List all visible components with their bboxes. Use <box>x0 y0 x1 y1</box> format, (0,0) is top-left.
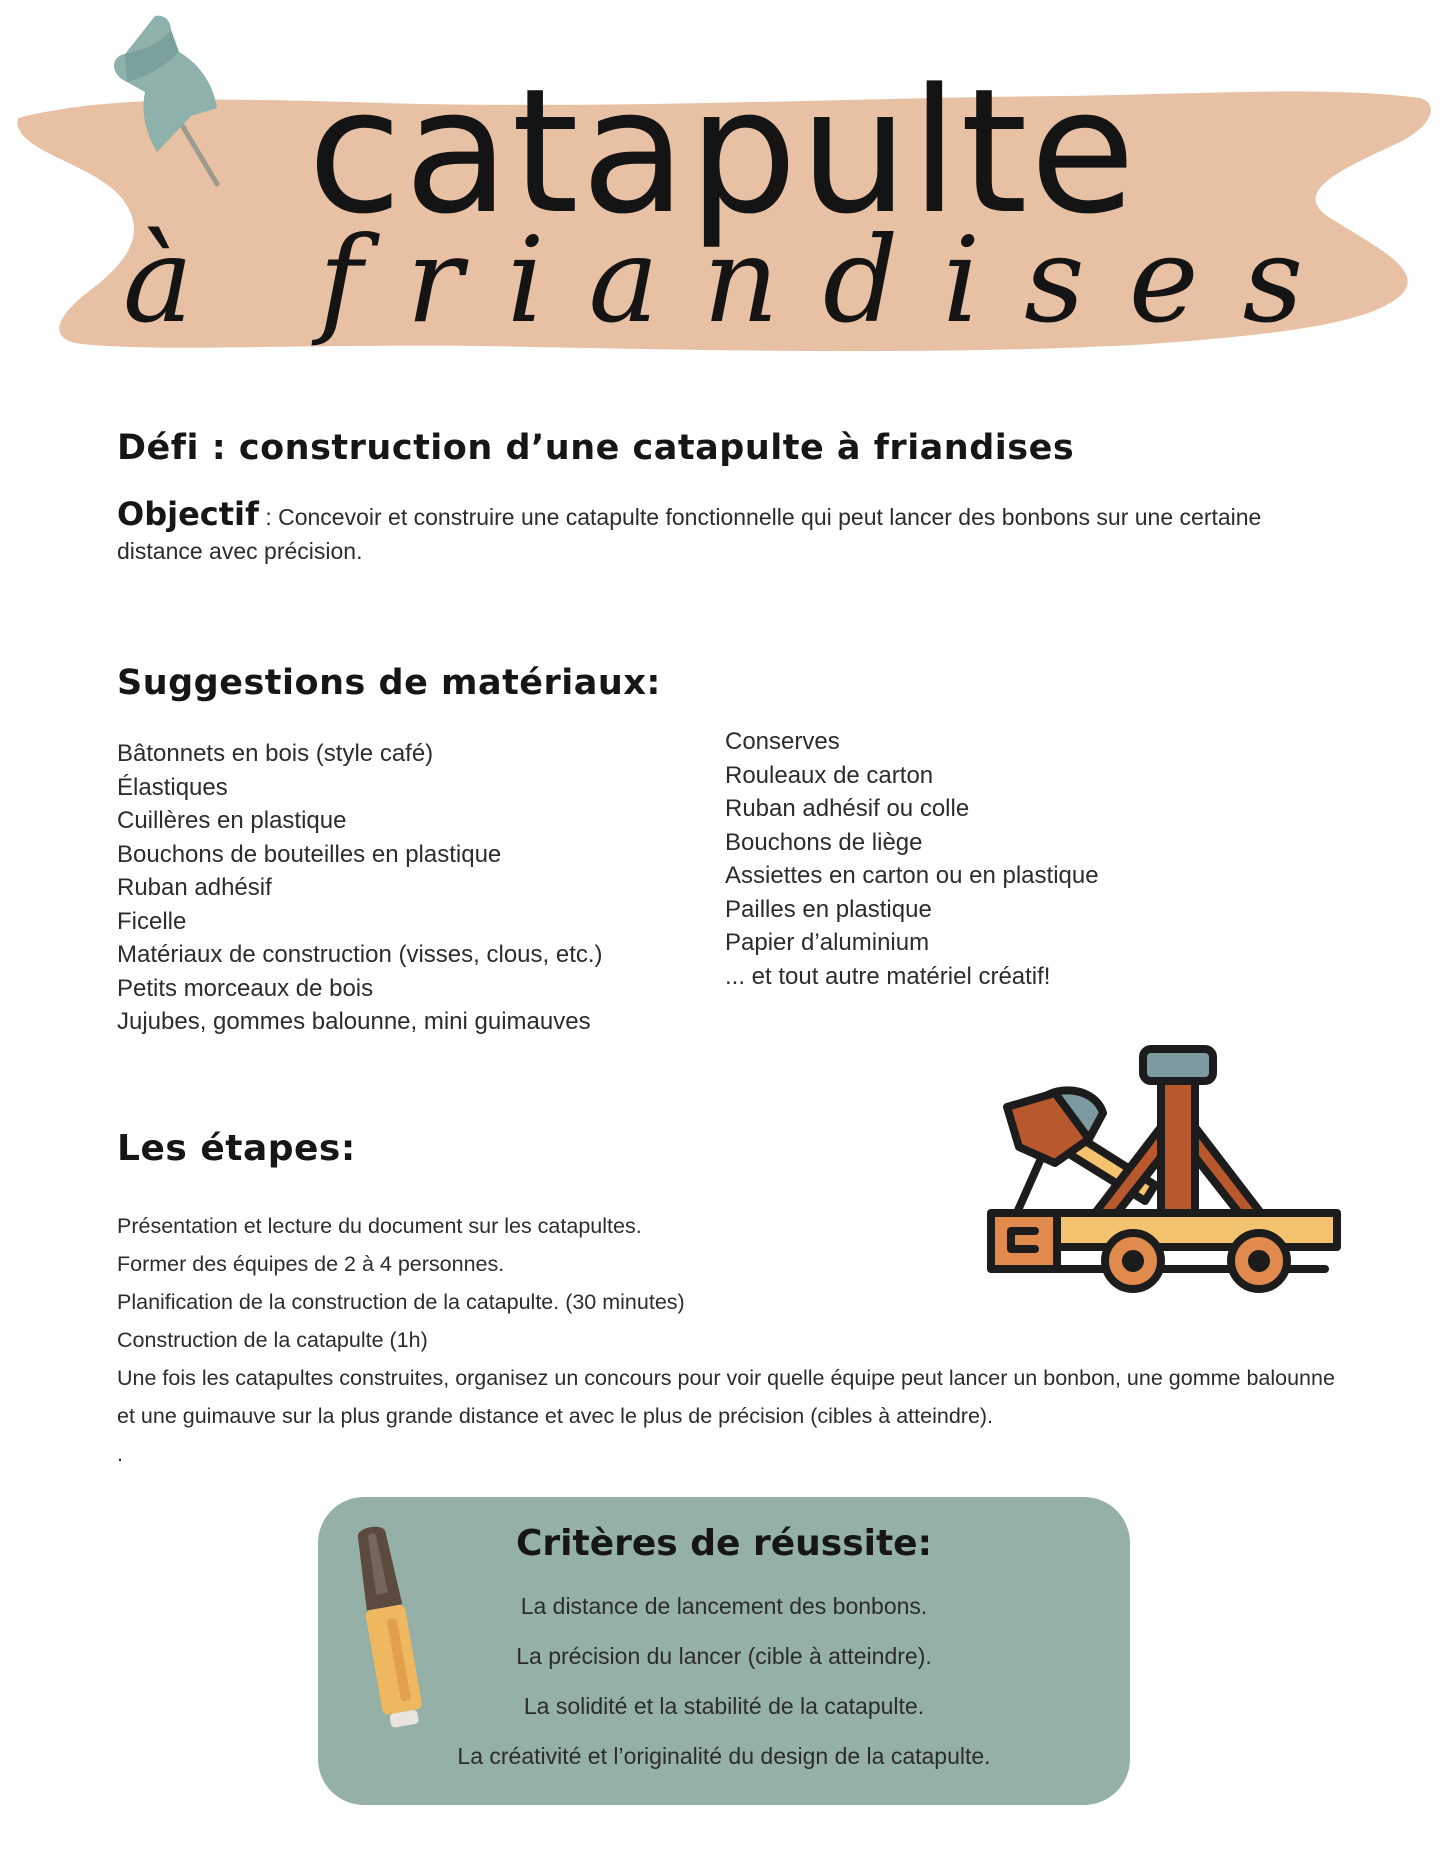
list-item: Cuillères en plastique <box>117 807 347 834</box>
list-item: Conserves <box>725 728 840 755</box>
list-item: Bouchons de liège <box>725 828 923 856</box>
list-item: Bâtonnets en bois (style café) <box>117 740 434 767</box>
step-item: Construction de la catapulte (1h) <box>117 1328 428 1352</box>
step-item: . <box>117 1442 123 1466</box>
list-item: Pailles en plastique <box>725 895 932 923</box>
challenge-heading: Défi : construction d’une catapulte à friandises <box>117 428 1075 468</box>
list-item: Assiettes en carton ou en plastique <box>725 862 1099 889</box>
list-item: Jujubes, gommes balounne, mini guimauves <box>117 1008 591 1035</box>
list-item: Bouchons de bouteilles en plastique <box>117 840 502 868</box>
step-item: et une guimauve sur la plus grande distance et avec le plus de précision (cibles à atteindre). <box>117 1404 994 1428</box>
list-item: Petits morceaux de bois <box>117 974 374 1002</box>
step-item: Planification de la construction de la catapulte. (30 minutes) <box>117 1290 685 1314</box>
list-item: Matériaux de construction (visses, clous, etc.) <box>117 941 603 968</box>
list-item: Papier d’aluminium <box>725 929 930 956</box>
page-subtitle: à friandises <box>122 211 1348 349</box>
page-title: catapulte <box>307 51 1138 252</box>
step-item: Une fois les catapultes construites, organisez un concours pour voir quelle équipe peut lancer un bonbon, une gomme balounne <box>117 1366 1335 1390</box>
steps-list <box>117 1207 1367 1473</box>
marker-pen-icon <box>345 1522 445 1742</box>
step-item: Former des équipes de 2 à 4 personnes. <box>117 1252 505 1276</box>
criteria-item: La solidité et la stabilité de la catapulte. <box>523 1693 925 1719</box>
list-item: Ficelle <box>117 907 187 935</box>
list-item: Ruban adhésif <box>117 874 272 901</box>
objective-paragraph <box>117 497 1337 568</box>
list-item: ... et tout autre matériel créatif! <box>725 962 1051 990</box>
steps-heading: Les étapes: <box>117 1128 356 1169</box>
criteria-heading: Critères de réussite: <box>515 1523 932 1564</box>
list-item: Rouleaux de carton <box>725 761 934 789</box>
criteria-item: La distance de lancement des bonbons. <box>520 1593 928 1619</box>
objective-text: : Concevoir et construire une catapulte fonctionnelle qui peut lancer des bonbons sur une certaine distance avec précision. <box>117 504 1262 564</box>
step-item: Présentation et lecture du document sur les catapultes. <box>117 1214 642 1238</box>
materials-list-left <box>117 737 603 1039</box>
list-item: Ruban adhésif ou colle <box>725 795 970 822</box>
criteria-item: La créativité et l’originalité du design de la catapulte. <box>457 1743 991 1769</box>
list-item: Élastiques <box>117 773 228 801</box>
materials-heading: Suggestions de matériaux: <box>117 663 661 703</box>
materials-list-right <box>725 725 1099 993</box>
criteria-item: La précision du lancer (cible à atteindre). <box>516 1643 932 1669</box>
objective-label: Objectif <box>117 495 259 533</box>
